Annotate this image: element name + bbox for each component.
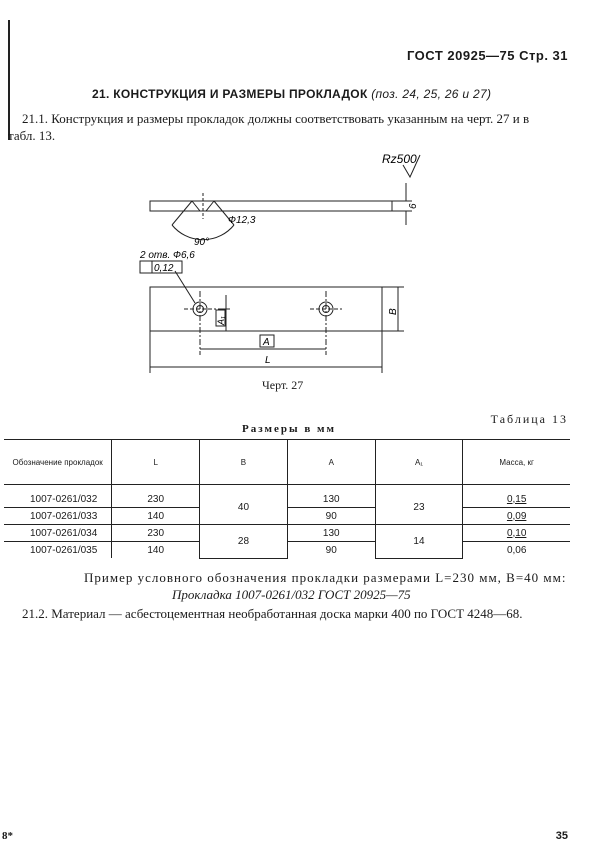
row-B-group: 28: [200, 525, 288, 559]
example-line-2: Прокладка 1007-0261/032 ГОСТ 20925—75: [172, 587, 411, 602]
roughness-label: Rz500: [382, 152, 417, 166]
header-A: A: [287, 440, 375, 485]
row-A1-group: 14: [375, 525, 463, 559]
row-A: 130: [287, 485, 375, 508]
section-title-refs: (поз. 24, 25, 26 и 27): [371, 87, 492, 101]
dimensions-table: [4, 439, 570, 559]
table-header-row: [4, 440, 570, 485]
table-row: [4, 485, 570, 508]
row-mass: 0,09: [463, 508, 570, 525]
dim-A1-label: A₁: [216, 316, 226, 325]
row-code: 1007-0261/035: [4, 542, 112, 559]
diameter-label: Ф12,3: [228, 215, 256, 226]
table-subtitle: Размеры в мм: [242, 423, 336, 435]
angle-label: 90°: [194, 237, 210, 248]
thickness-label: 6: [408, 203, 419, 209]
table-row: [4, 508, 570, 525]
row-A1-group: 23: [375, 485, 463, 525]
section-title-main: 21. КОНСТРУКЦИЯ И РАЗМЕРЫ ПРОКЛАДОК: [92, 87, 368, 101]
row-A: 130: [287, 525, 375, 542]
margin-rule: [8, 20, 10, 140]
row-L: 140: [112, 508, 200, 525]
paragraph-21-1: 21.1. Конструкция и размеры прокладок должны соответствовать указанным на черт. 27 и в: [22, 111, 530, 126]
row-L: 230: [112, 525, 200, 542]
row-mass: 0,15: [463, 485, 570, 508]
dim-A-label: A: [263, 337, 270, 348]
header-A1: A₁: [375, 440, 463, 485]
paragraph-21-1-cont: табл. 13.: [8, 128, 56, 143]
table-row: [4, 525, 570, 542]
footer-left: 8*: [2, 830, 13, 842]
row-L: 140: [112, 542, 200, 559]
row-B-group: 40: [200, 485, 288, 525]
paragraph-21-2: 21.2. Материал — асбестоцементная необработанная доска марки 400 по ГОСТ 4248—68.: [22, 606, 523, 621]
row-L: 230: [112, 485, 200, 508]
row-mass: 0,06: [463, 542, 570, 559]
section-title: [92, 87, 491, 101]
row-A: 90: [287, 542, 375, 559]
holes-callout: 2 отв. Ф6,6: [140, 250, 195, 261]
page-header: ГОСТ 20925—75 Стр. 31: [406, 48, 568, 63]
page-number: 35: [555, 830, 568, 842]
dim-B-label: B: [388, 308, 399, 315]
dim-L-label: L: [265, 355, 271, 366]
figure-caption: Черт. 27: [262, 378, 304, 392]
row-mass: 0,10: [463, 525, 570, 542]
header-L: L: [112, 440, 200, 485]
header-B: B: [200, 440, 288, 485]
header-mass: Масса, кг: [463, 440, 570, 485]
position-tolerance: 0,12: [154, 263, 174, 274]
row-A: 90: [287, 508, 375, 525]
drawing-27: [120, 145, 440, 375]
side-view-plate: [150, 201, 392, 211]
header-designation: Обозначение прокладок: [4, 440, 112, 485]
table-row: [4, 542, 570, 559]
row-code: 1007-0261/034: [4, 525, 112, 542]
row-code: 1007-0261/033: [4, 508, 112, 525]
table-name: Таблица 13: [490, 412, 568, 426]
example-line-1: Пример условного обозначения прокладки размерами L=230 мм, B=40 мм:: [84, 570, 567, 585]
row-code: 1007-0261/032: [4, 485, 112, 508]
